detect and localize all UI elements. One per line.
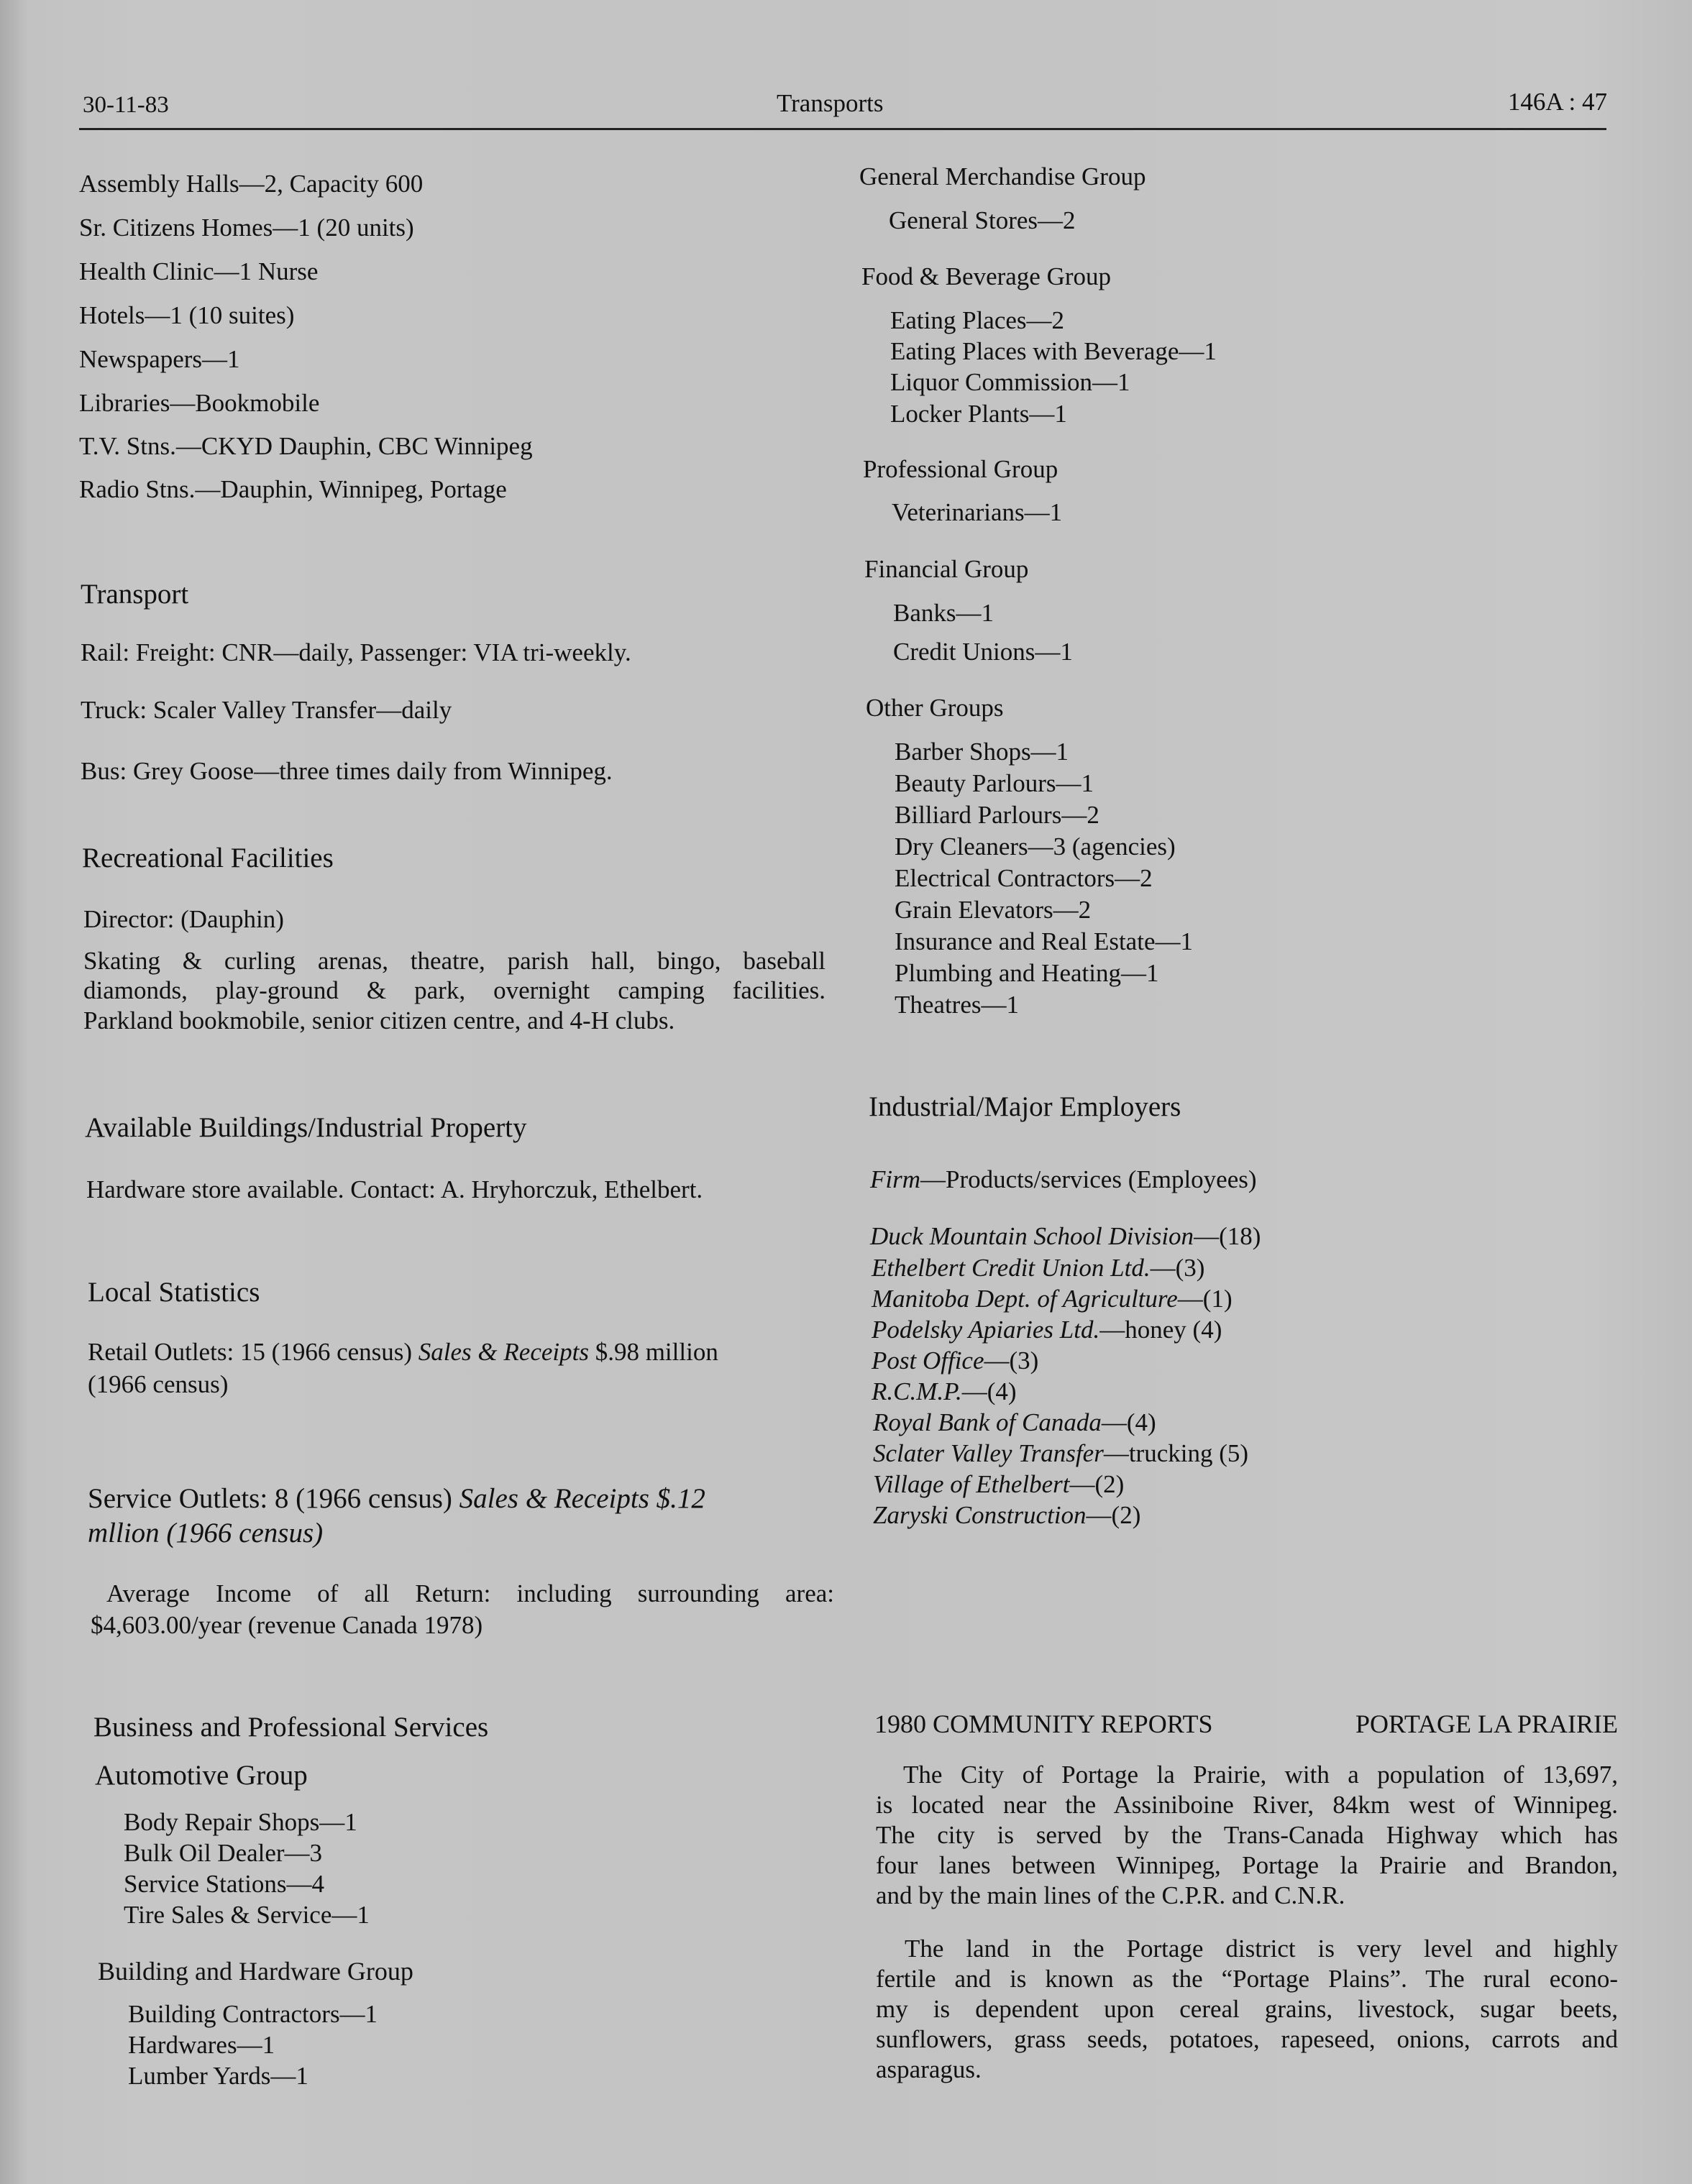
list-item: Body Repair Shops—1: [124, 1808, 357, 1836]
report-line: sunflowers, grass seeds, potatoes, rapeseed, onions, carrots and: [876, 2025, 1618, 2053]
list-item: Health Clinic—1 Nurse: [79, 257, 319, 285]
report-line: The City of Portage la Prairie, with a population of 13,697,: [903, 1761, 1618, 1789]
list-item: Eating Places—2: [890, 306, 1065, 334]
employer-row: Podelsky Apiaries Ltd.—honey (4): [872, 1316, 1222, 1344]
general-group-label: General Merchandise Group: [859, 162, 1146, 191]
list-item: Liquor Commission—1: [890, 368, 1130, 396]
income-line: $4,603.00/year (revenue Canada 1978): [91, 1611, 483, 1639]
page-header: [83, 88, 1607, 131]
list-item: Radio Stns.—Dauphin, Winnipeg, Portage: [79, 475, 507, 503]
list-item: Locker Plants—1: [890, 400, 1067, 428]
business-heading: Business and Professional Services: [93, 1712, 489, 1743]
list-item: Electrical Contractors—2: [895, 864, 1153, 892]
employer-row: Sclater Valley Transfer—trucking (5): [873, 1439, 1249, 1467]
employer-row: Royal Bank of Canada—(4): [873, 1408, 1156, 1436]
recreation-line: diamonds, play-ground & park, overnight camping facilities.: [83, 976, 826, 1004]
employers-heading: Industrial/Major Employers: [869, 1091, 1181, 1122]
building-group-label: Building and Hardware Group: [98, 1957, 413, 1986]
buildings-heading: Available Buildings/Industrial Property: [85, 1112, 527, 1143]
list-item: Dry Cleaners—3 (agencies): [895, 832, 1176, 861]
recreation-line: Skating & curling arenas, theatre, parish hall, bingo, baseball: [83, 947, 826, 975]
list-item: Tire Sales & Service—1: [124, 1901, 370, 1929]
report-line: my is dependent upon cereal grains, livestock, sugar beets,: [876, 1995, 1618, 2023]
service-outlets: Service Outlets: 8 (1966 census) Sales & Receipts $.12: [88, 1483, 705, 1514]
header-rule: [79, 128, 1606, 130]
automotive-group-label: Automotive Group: [95, 1760, 308, 1791]
service-outlets-line2: mllion (1966 census): [88, 1518, 324, 1548]
report-line: fertile and is known as the “Portage Plains”. The rural econo-: [876, 1965, 1618, 1993]
recreation-line: Parkland bookmobile, senior citizen centre, and 4-H clubs.: [83, 1006, 675, 1034]
other-group-label: Other Groups: [866, 694, 1004, 722]
employer-row: Ethelbert Credit Union Ltd.—(3): [872, 1254, 1205, 1282]
list-item: Beauty Parlours—1: [895, 769, 1094, 797]
list-item: Lumber Yards—1: [128, 2062, 308, 2090]
report-line: The city is served by the Trans-Canada Highway which has: [876, 1821, 1618, 1849]
report-line: is located near the Assiniboine River, 84km west of Winnipeg.: [876, 1791, 1618, 1819]
list-item: Hotels—1 (10 suites): [79, 301, 295, 329]
transport-bus: Bus: Grey Goose—three times daily from Winnipeg.: [81, 757, 613, 785]
list-item: Plumbing and Heating—1: [895, 959, 1159, 987]
employer-row: Village of Ethelbert—(2): [873, 1470, 1125, 1498]
employer-row: Manitoba Dept. of Agriculture—(1): [872, 1285, 1233, 1313]
transport-rail: Rail: Freight: CNR—daily, Passenger: VIA tri-weekly.: [81, 638, 631, 666]
list-item: Credit Unions—1: [893, 638, 1073, 666]
report-line: and by the main lines of the C.P.R. and C.N.R.: [876, 1881, 1345, 1909]
report-line: four lanes between Winnipeg, Portage la Prairie and Brandon,: [876, 1851, 1618, 1879]
report-line: The land in the Portage district is very level and highly: [905, 1935, 1618, 1963]
income-line: Average Income of all Return: including surrounding area:: [106, 1579, 834, 1607]
list-item: Bulk Oil Dealer—3: [124, 1839, 323, 1867]
list-item: Sr. Citizens Homes—1 (20 units): [79, 214, 414, 242]
employer-row: Duck Mountain School Division—(18): [870, 1222, 1261, 1250]
list-item: Service Stations—4: [124, 1870, 324, 1898]
list-item: Barber Shops—1: [895, 738, 1069, 766]
employers-legend: Firm—Products/services (Employees): [870, 1165, 1257, 1193]
transport-heading: Transport: [81, 579, 189, 610]
recreation-heading: Recreational Facilities: [82, 843, 334, 873]
professional-group-label: Professional Group: [863, 455, 1058, 483]
report-line: asparagus.: [876, 2055, 982, 2083]
list-item: Veterinarians—1: [892, 498, 1063, 526]
buildings-text: Hardware store available. Contact: A. Hryhorczuk, Ethelbert.: [86, 1175, 703, 1203]
list-item: Assembly Halls—2, Capacity 600: [79, 170, 424, 198]
list-item: T.V. Stns.—CKYD Dauphin, CBC Winnipeg: [79, 432, 533, 460]
list-item: Grain Elevators—2: [895, 896, 1092, 924]
list-item: Building Contractors—1: [128, 2000, 378, 2028]
header-page-ref: 146A : 47: [1507, 88, 1607, 116]
header-date: 30-11-83: [83, 92, 169, 118]
list-item: Insurance and Real Estate—1: [895, 927, 1193, 955]
list-item: Theatres—1: [895, 991, 1019, 1019]
retail-outlets-line2: (1966 census): [88, 1370, 229, 1398]
transport-truck: Truck: Scaler Valley Transfer—daily: [81, 696, 452, 724]
financial-group-label: Financial Group: [864, 555, 1029, 583]
list-item: Banks—1: [893, 599, 994, 627]
employer-row: Zaryski Construction—(2): [873, 1501, 1141, 1529]
recreation-director: Director: (Dauphin): [83, 905, 284, 933]
list-item: Eating Places with Beverage—1: [890, 337, 1217, 365]
list-item: Hardwares—1: [128, 2031, 275, 2059]
header-title: Transports: [777, 89, 884, 117]
report-heading: 1980 COMMUNITY REPORTS PORTAGE LA PRAIRIE: [874, 1710, 1618, 1738]
retail-outlets: Retail Outlets: 15 (1966 census) Sales & Receipts $.98 million: [88, 1338, 718, 1366]
employer-row: R.C.M.P.—(4): [872, 1377, 1017, 1405]
local-stats-heading: Local Statistics: [88, 1277, 260, 1308]
list-item: General Stores—2: [889, 206, 1076, 234]
list-item: Billiard Parlours—2: [895, 801, 1099, 829]
list-item: Newspapers—1: [79, 345, 240, 373]
food-group-label: Food & Beverage Group: [861, 262, 1112, 290]
employer-row: Post Office—(3): [872, 1346, 1039, 1375]
list-item: Libraries—Bookmobile: [79, 389, 320, 417]
